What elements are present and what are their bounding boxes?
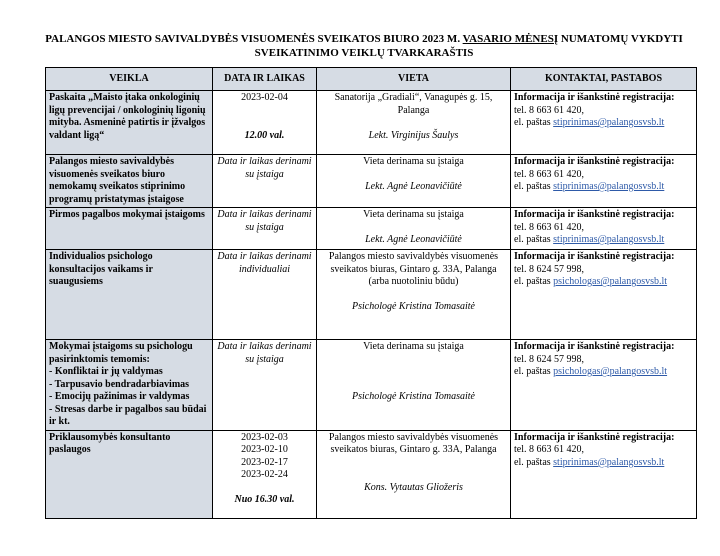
title-part1: PALANGOS MIESTO SAVIVALDYBĖS VISUOMENĖS SVEIKATOS BIURO 2023 M. bbox=[45, 33, 461, 45]
title-part2: NUMATOMŲ VYKDYTI bbox=[560, 33, 683, 45]
contact-cell bbox=[511, 155, 697, 208]
activity-cell: Individualios psichologo konsultacijos vaikams ir suaugusiems bbox=[46, 250, 213, 340]
email-label: el. paštas bbox=[514, 117, 551, 128]
activity-cell: Paskaita „Maisto įtaka onkologinių ligų prevencijai / onkologinių ligonių mityba. Asmeninė patirtis ir įžvalgos valdant ligą“ bbox=[46, 91, 213, 155]
email-label: el. paštas bbox=[514, 456, 551, 468]
header-vieta: VIETA bbox=[317, 68, 511, 91]
email-label: el. paštas bbox=[514, 366, 551, 377]
time-value: Nuo 16.30 val. bbox=[234, 494, 295, 505]
contact-title: Informacija ir išankstinė registracija: bbox=[514, 92, 675, 103]
contact-title: Informacija ir išankstinė registracija: bbox=[514, 209, 675, 220]
activity-topic: - Stresas darbe ir pagalbos sau būdai ir kt. bbox=[49, 403, 207, 427]
email-label: el. paštas bbox=[514, 276, 551, 287]
activity-title: Mokymai įstaigoms su psichologu pasirinktomis temomis: bbox=[49, 341, 193, 365]
email-link[interactable]: psichologas@palangosvsb.lt bbox=[553, 276, 668, 287]
activity-cell: Palangos miesto savivaldybės visuomenės sveikatos biuro nemokamų sveikatos stiprinimo programų pristatymas įstaigose bbox=[46, 155, 213, 208]
table-row bbox=[46, 250, 697, 340]
contact-cell bbox=[511, 91, 697, 155]
document-title bbox=[30, 32, 698, 60]
place-cell bbox=[317, 340, 511, 431]
lecturer: Psichologė Kristina Tomasaitė bbox=[352, 301, 475, 312]
activity-topic: - Konfliktai ir jų valdymas bbox=[49, 366, 163, 377]
contact-phone: tel. 8 663 61 420, bbox=[514, 444, 584, 455]
date-cell: Data ir laikas derinami su įstaiga bbox=[213, 340, 317, 431]
table-header-row bbox=[46, 68, 697, 91]
place-value: Vieta derinama su įstaiga bbox=[363, 341, 464, 352]
contact-cell bbox=[511, 208, 697, 250]
contact-phone: tel. 8 624 57 998, bbox=[514, 263, 584, 275]
activity-cell bbox=[46, 340, 213, 431]
contact-cell bbox=[511, 340, 697, 431]
header-kontaktai: KONTAKTAI, PASTABOS bbox=[511, 68, 697, 91]
contact-phone: tel. 8 663 61 420, bbox=[514, 221, 584, 233]
activity-cell: Priklausomybės konsultanto paslaugos bbox=[46, 430, 213, 518]
lecturer: Kons. Vytautas Gliožeris bbox=[364, 481, 463, 493]
header-veikla: VEIKLA bbox=[46, 68, 213, 91]
activity-cell: Pirmos pagalbos mokymai įstaigoms bbox=[46, 208, 213, 250]
date-cell bbox=[213, 430, 317, 518]
place-value: Palangos miesto savivaldybės visuomenės sveikatos biuras, Gintaro g. 33A, Palanga bbox=[328, 431, 499, 455]
place-value: Vieta derinama su įstaiga bbox=[363, 209, 464, 220]
email-link[interactable]: stiprinimas@palangosvsb.lt bbox=[553, 234, 665, 245]
email-link[interactable]: stiprinimas@palangosvsb.lt bbox=[553, 117, 665, 128]
date-value: 2023-02-24 bbox=[241, 469, 288, 480]
contact-phone: tel. 8 624 57 998, bbox=[514, 353, 584, 365]
contact-title: Informacija ir išankstinė registracija: bbox=[514, 156, 675, 167]
place-value: Vieta derinama su įstaiga bbox=[363, 156, 464, 167]
date-value: 2023-02-04 bbox=[241, 92, 288, 103]
contact-phone: tel. 8 663 61 420, bbox=[514, 168, 584, 180]
place-value: Palangos miesto savivaldybės visuomenės sveikatos biuras, Gintaro g. 33A, Palanga bbox=[328, 251, 499, 275]
date-value: 2023-02-17 bbox=[241, 456, 288, 468]
schedule-table bbox=[45, 67, 697, 519]
place-cell bbox=[317, 91, 511, 155]
email-link[interactable]: psichologas@palangosvsb.lt bbox=[553, 366, 668, 377]
place-cell bbox=[317, 430, 511, 518]
activity-topic: - Emocijų pažinimas ir valdymas bbox=[49, 391, 190, 402]
contact-title: Informacija ir išankstinė registracija: bbox=[514, 341, 675, 352]
email-link[interactable]: stiprinimas@palangosvsb.lt bbox=[553, 456, 665, 468]
table-row bbox=[46, 208, 697, 250]
table-row bbox=[46, 155, 697, 208]
title-line2: SVEIKATINIMO VEIKLŲ TVARKARAŠTIS bbox=[254, 47, 474, 59]
place-value: Sanatorija „Gradiali“, Vanagupės g. 15, Palanga bbox=[334, 92, 493, 116]
activity-topic: - Tarpusavio bendradarbiavimas bbox=[49, 378, 190, 390]
date-cell: Data ir laikas derinami individualiai bbox=[213, 250, 317, 340]
email-link[interactable]: stiprinimas@palangosvsb.lt bbox=[553, 181, 665, 192]
place-cell bbox=[317, 208, 511, 250]
title-month: VASARIO MĖNESĮ bbox=[462, 33, 559, 45]
contact-phone: tel. 8 663 61 420, bbox=[514, 104, 584, 116]
email-label: el. paštas bbox=[514, 234, 551, 245]
place-cell bbox=[317, 250, 511, 340]
date-cell: Data ir laikas derinami su įstaiga bbox=[213, 155, 317, 208]
header-data: DATA IR LAIKAS bbox=[213, 68, 317, 91]
lecturer: Lekt. Agnė Leonavičiūtė bbox=[365, 181, 462, 192]
table-row bbox=[46, 430, 697, 518]
contact-cell bbox=[511, 250, 697, 340]
table-row bbox=[46, 91, 697, 155]
lecturer: Psichologė Kristina Tomasaitė bbox=[352, 391, 475, 402]
table-row bbox=[46, 340, 697, 431]
date-cell bbox=[213, 91, 317, 155]
contact-cell bbox=[511, 430, 697, 518]
lecturer: Lekt. Agnė Leonavičiūtė bbox=[365, 234, 462, 245]
email-label: el. paštas bbox=[514, 181, 551, 192]
date-cell: Data ir laikas derinami su įstaiga bbox=[213, 208, 317, 250]
date-value: 2023-02-10 bbox=[241, 444, 288, 455]
lecturer: Lekt. Virginijus Šaulys bbox=[368, 129, 459, 141]
place-extra: (arba nuotoliniu būdu) bbox=[368, 276, 459, 287]
date-value: 2023-02-03 bbox=[241, 431, 288, 443]
time-value: 12.00 val. bbox=[244, 129, 285, 141]
contact-title: Informacija ir išankstinė registracija: bbox=[514, 431, 675, 443]
contact-title: Informacija ir išankstinė registracija: bbox=[514, 251, 675, 262]
place-cell bbox=[317, 155, 511, 208]
